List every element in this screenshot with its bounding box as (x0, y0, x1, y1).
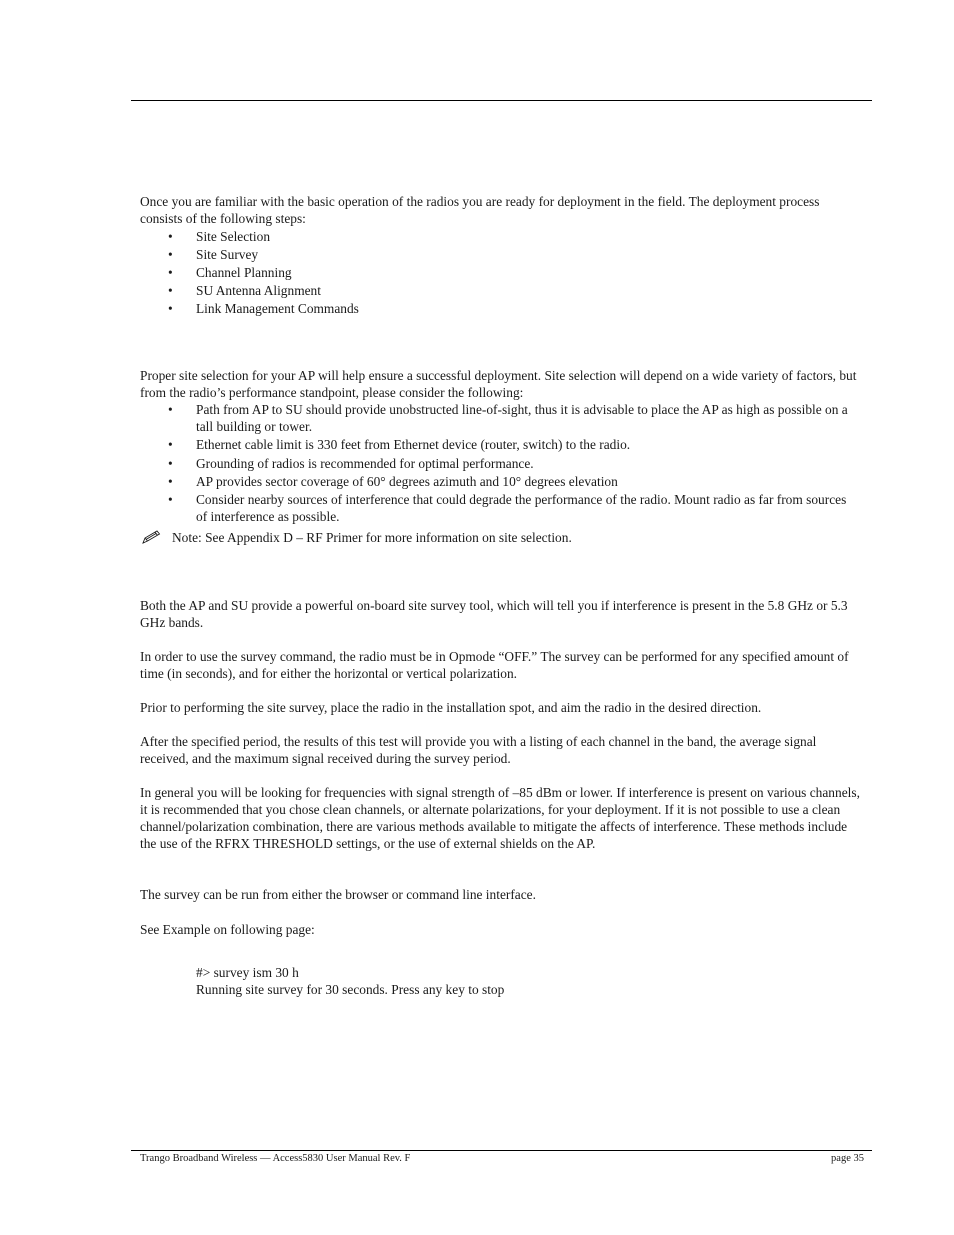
survey-paragraph-7: See Example on following page: (140, 922, 315, 937)
list-item: • Site Selection (168, 228, 858, 245)
site-selection-paragraph: Proper site selection for your AP will help ensure a successful deployment. Site selection will depend on a wide variety of factors, but from the radio’s performance standpoint, please consider the following: (140, 368, 857, 400)
page-footer (140, 1152, 864, 1165)
site-selection-list (168, 401, 858, 525)
note-text: Note: See Appendix D – RF Primer for more information on site selection. (172, 530, 572, 545)
deployment-steps-list (168, 228, 858, 317)
list-item: • Grounding of radios is recommended for optimal performance. (168, 455, 858, 472)
survey-paragraph-3: Prior to performing the site survey, place the radio in the installation spot, and aim the radio in the desired direction. (140, 700, 762, 715)
list-item: • Channel Planning (168, 264, 858, 281)
command-example (196, 964, 796, 998)
page-number: page 35 (831, 1153, 864, 1164)
survey-paragraph-1: Both the AP and SU provide a powerful on-board site survey tool, which will tell you if interference is present in the 5.8 GHz or 5.3 GHz bands. (140, 598, 848, 630)
list-item: • AP provides sector coverage of 60° degrees azimuth and 10° degrees elevation (168, 473, 858, 490)
list-item: • Link Management Commands (168, 300, 858, 317)
site-selection-note (140, 529, 860, 546)
header-rule (131, 100, 872, 101)
command-output: Running site survey for 30 seconds. Press any key to stop (196, 982, 505, 997)
command-line: #> survey ism 30 h (196, 965, 299, 980)
survey-paragraph-4: After the specified period, the results of this test will provide you with a listing of each channel in the band, the average signal received, and the maximum signal received during the survey period. (140, 734, 817, 766)
footer-title: Trango Broadband Wireless — Access5830 User Manual Rev. F (140, 1153, 411, 1164)
list-item: • Consider nearby sources of interference that could degrade the performance of the radio. Mount radio as far from sources of interference as possible. (168, 491, 858, 525)
list-item: • Site Survey (168, 246, 858, 263)
intro-paragraph: Once you are familiar with the basic operation of the radios you are ready for deployment in the field. The deployment process consists of the following steps: (140, 194, 820, 226)
list-item: • Ethernet cable limit is 330 feet from Ethernet device (router, switch) to the radio. (168, 436, 858, 453)
footer-rule (131, 1150, 872, 1151)
survey-paragraph-2: In order to use the survey command, the radio must be in Opmode “OFF.” The survey can be performed for any specified amount of time (in seconds), and for either the horizontal or vertical polarization. (140, 649, 849, 681)
list-item: • Path from AP to SU should provide unobstructed line-of-sight, thus it is advisable to place the AP as high as possible on a tall building or tower. (168, 401, 858, 435)
survey-paragraph-6: The survey can be run from either the browser or command line interface. (140, 887, 536, 902)
list-item: • SU Antenna Alignment (168, 282, 858, 299)
survey-paragraph-5: In general you will be looking for frequencies with signal strength of –85 dBm or lower. If interference is present on various channels, it is recommended that you chose clean channels, or alternate polarizations, for your deployment. If it is not possible to use a clean channel/polarization combination, there are various methods available to mitigate the affects of interference. These methods include the use of the RFRX THRESHOLD settings, or the use of external shields on the AP. (140, 785, 860, 851)
pencil-icon (140, 529, 162, 545)
